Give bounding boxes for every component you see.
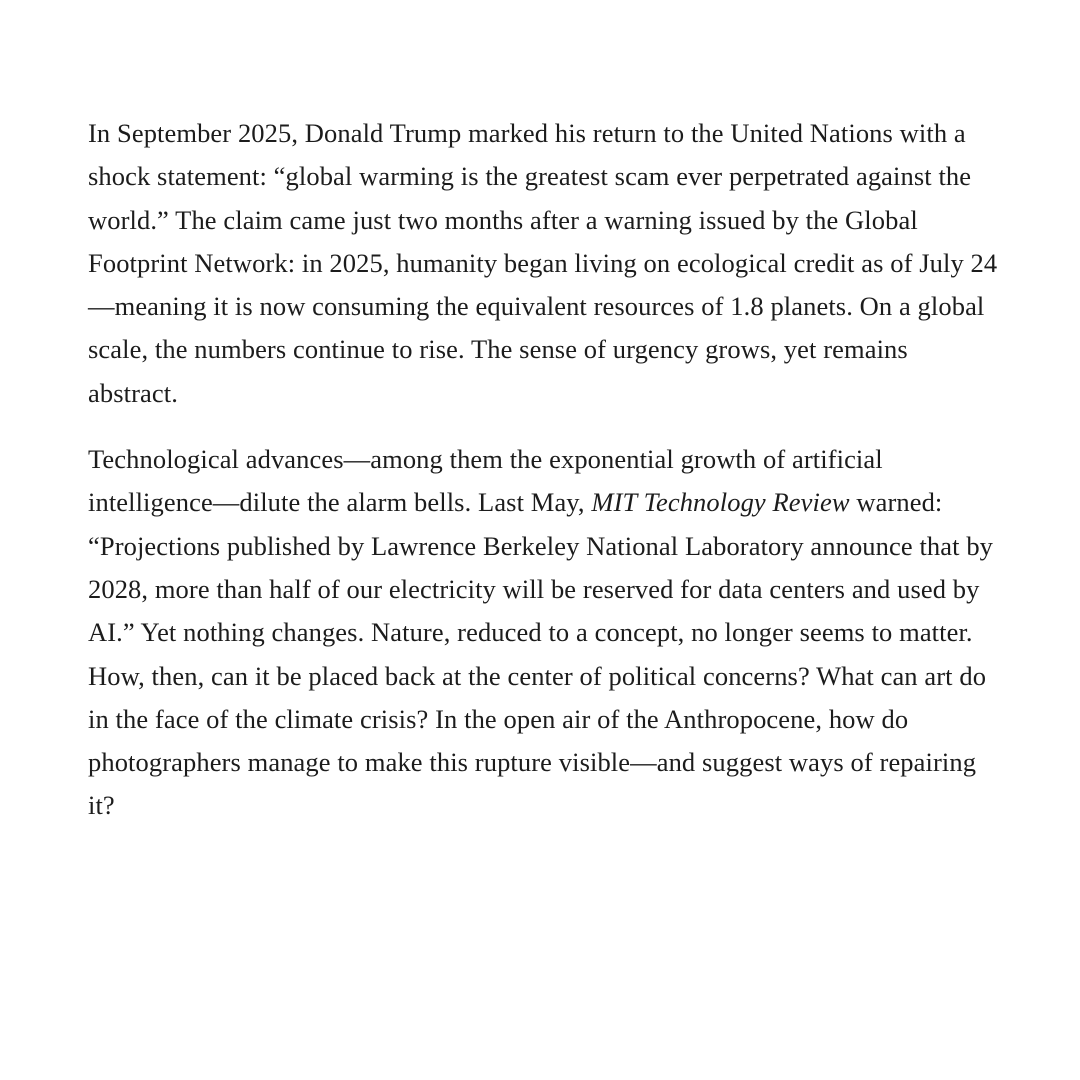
paragraph-1-text: In September 2025, Donald Trump marked his return to the United Nations with a shock statement: “global warming is the greatest scam ever perpetrated against the world.” The claim came just two months after a warning issued by the Global Footprint Network: in 2025, humanity began living on ecological credit as of July 24—meaning it is now consuming the equivalent resources of 1.8 planets. On a global scale, the numbers continue to rise. The sense of urgency grows, yet remains abstract. [88,118,998,408]
paragraph-2-text-after: warned: “Projections published by Lawrence Berkeley National Laboratory announce that by 2028, more than half of our electricity will be reserved for data centers and used by AI.” Yet nothing changes. Nature, reduced to a concept, no longer seems to matter. How, then, can it be placed back at the center of political concerns? What can art do in the face of the climate crisis? In the open air of the Anthropocene, how do photographers manage to make this rupture visible—and suggest ways of repairing it? [88,487,994,821]
article-body [88,112,998,851]
paragraph-2-text-before: Technological advances—among them the exponential growth of artificial intelligence—dilute the alarm bells. Last May, [88,444,883,518]
paragraph-2 [88,438,998,828]
publication-name-italic: MIT Technology Review [591,487,850,518]
paragraph-1 [88,112,998,415]
